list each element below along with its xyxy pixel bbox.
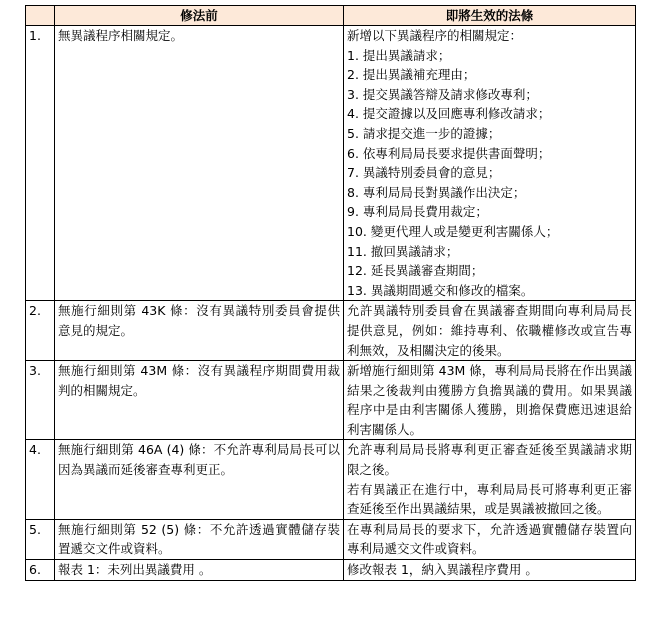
- header-number: [26, 6, 55, 26]
- row-number: 4.: [26, 440, 55, 519]
- before-cell: 無施行細則第 52 (5) 條：不允許透過實體儲存裝置遞交文件或資料。: [55, 519, 344, 559]
- header-before: 修法前: [55, 6, 344, 26]
- table-row: [26, 301, 636, 361]
- list-item: 3. 提交異議答辯及請求修改專利；: [347, 86, 538, 102]
- after-cell: 新增施行細則第 43M 條，專利局局長將在作出異議結果之後裁判由獲勝方負擔異議的費用。如果異議程序中是由利害關係人獲勝，則擔保費應迅速退給利害關係人。: [344, 361, 636, 440]
- table-row: [26, 440, 636, 519]
- row-number: 6.: [26, 560, 55, 581]
- before-cell: 報表 1：未列出異議費用 。: [55, 560, 344, 581]
- after-paragraph: 允許專利局局長將專利更正審查延後至異議請求期限之後。: [347, 442, 632, 478]
- table-row: [26, 361, 636, 440]
- row-number: 3.: [26, 361, 55, 440]
- list-item: 11. 撤回異議請求；: [347, 243, 459, 259]
- table-row: [26, 26, 636, 301]
- list-item: 13. 異議期間遞交和修改的檔案。: [347, 282, 534, 298]
- after-cell: [344, 26, 636, 301]
- list-item: 6. 依專利局局長要求提供書面聲明；: [347, 145, 551, 161]
- before-cell: 無施行細則第 46A (4) 條：不允許專利局局長可以因為異議而延後審查專利更正。: [55, 440, 344, 519]
- before-cell: 無異議程序相關規定。: [55, 26, 344, 301]
- after-intro: 新增以下異議程序的相關規定：: [347, 28, 523, 43]
- list-item: 2. 提出異議補充理由；: [347, 67, 476, 83]
- before-cell: 無施行細則第 43M 條：沒有異議程序期間費用裁判的相關規定。: [55, 361, 344, 440]
- comparison-table: [25, 5, 636, 581]
- list-item: 10. 變更代理人或是變更利害關係人；: [347, 223, 559, 239]
- list-item: 8. 專利局局長對異議作出決定；: [347, 184, 526, 200]
- list-item: 4. 提交證據以及回應專利修改請求；: [347, 106, 551, 122]
- header-after: 即將生效的法條: [344, 6, 636, 26]
- after-cell: 在專利局局長的要求下，允許透過實體儲存裝置向專利局遞交文件或資料。: [344, 519, 636, 559]
- table-row: [26, 519, 636, 559]
- after-paragraph: 若有異議正在進行中，專利局局長可將專利更正審查延後至作出異議結果，或是異議被撤回之後。: [347, 481, 632, 517]
- after-cell: 允許異議特別委員會在異議審查期間向專利局局長提供意見，例如：維持專利、依職權修改或宣告專利無效，及相關決定的後果。: [344, 301, 636, 361]
- after-cell: 修改報表 1，納入異議程序費用 。: [344, 560, 636, 581]
- list-item: 7. 異議特別委員會的意見；: [347, 165, 501, 181]
- row-number: 2.: [26, 301, 55, 361]
- after-cell: [344, 440, 636, 519]
- header-row: [26, 6, 636, 26]
- list-item: 9. 專利局局長費用裁定；: [347, 204, 488, 220]
- table-row: [26, 560, 636, 581]
- list-item: 1. 提出異議請求；: [347, 47, 451, 63]
- before-cell: 無施行細則第 43K 條：沒有異議特別委員會提供意見的規定。: [55, 301, 344, 361]
- row-number: 1.: [26, 26, 55, 301]
- row-number: 5.: [26, 519, 55, 559]
- list-item: 5. 請求提交進一步的證據；: [347, 125, 501, 141]
- list-item: 12. 延長異議審查期間；: [347, 263, 484, 279]
